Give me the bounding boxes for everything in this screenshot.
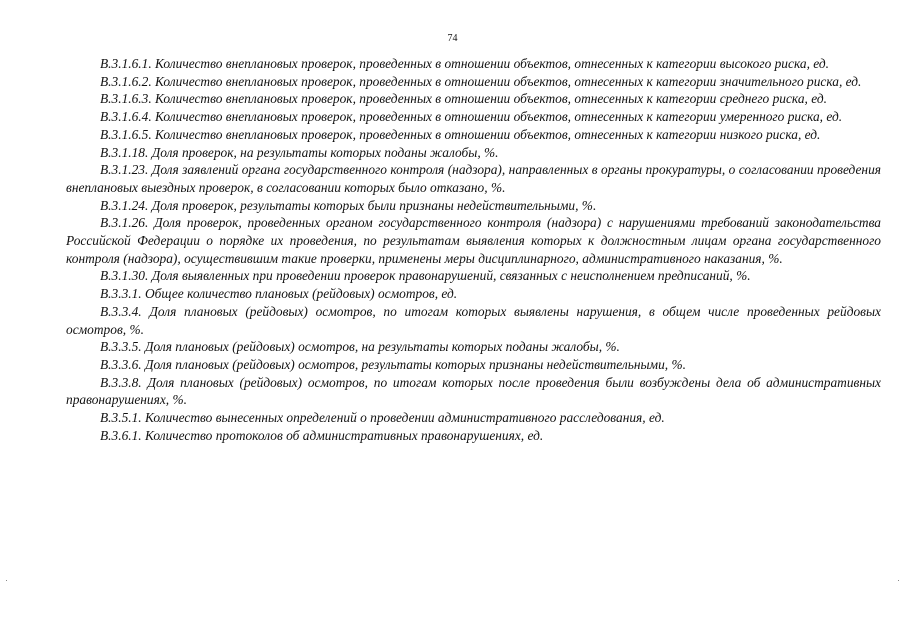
indicator-paragraph: В.3.1.24. Доля проверок, результаты которых были признаны недействительными, %.	[100, 197, 597, 213]
indicator-paragraph: В.3.1.6.3. Количество внеплановых проверок, проведенных в отношении объектов, отнесенных к категории среднего риска, ед.	[100, 91, 827, 107]
indicator-paragraph: В.3.3.5. Доля плановых (рейдовых) осмотров, на результаты которых поданы жалобы, %.	[100, 339, 620, 355]
indicator-paragraph: В.3.1.18. Доля проверок, на результаты которых поданы жалобы, %.	[100, 144, 499, 160]
page-number: 74	[447, 33, 458, 44]
indicator-paragraph: В.3.5.1. Количество вынесенных определений о проведении административного расследования, ед.	[100, 410, 665, 426]
indicator-paragraph: В.3.1.30. Доля выявленных при проведении проверок правонарушений, связанных с неисполнением предписаний, %.	[100, 268, 751, 284]
document-body	[66, 55, 881, 444]
indicator-paragraph: В.3.1.6.5. Количество внеплановых проверок, проведенных в отношении объектов, отнесенных к категории низкого риска, ед.	[100, 126, 821, 142]
indicator-paragraph: В.3.3.4. Доля плановых (рейдовых) осмотров, по итогам которых выявлены нарушения, в общем числе проведенных рейдовых осмотров, %.	[66, 303, 881, 337]
indicator-paragraph: В.3.1.23. Доля заявлений органа государственного контроля (надзора), направленных в органы прокуратуры, о согласовании проведения внеплановых выездных проверок, в согласовании которых было отказано, %.	[66, 162, 881, 195]
indicator-paragraph: В.3.1.26. Доля проверок, проведенных органом государственного контроля (надзора) с нарушениями требований законодательства Российской Федерации о порядке их проведения, по результатам выявления которых к должностным лицам органа государственного контроля (надзора), осуществившим такие проверки, применены меры дисциплинарного, административного наказания, %.	[66, 215, 881, 266]
indicator-paragraph: В.3.1.6.1. Количество внеплановых проверок, проведенных в отношении объектов, отнесенных к категории высокого риска, ед.	[100, 56, 829, 71]
scan-artifact-dot	[6, 580, 7, 581]
indicator-paragraph: В.3.3.6. Доля плановых (рейдовых) осмотров, результаты которых признаны недействительными, %.	[100, 356, 686, 372]
scan-artifact-dot	[898, 580, 899, 581]
indicator-paragraph: В.3.3.1. Общее количество плановых (рейдовых) осмотров, ед.	[100, 286, 458, 302]
indicator-paragraph: В.3.1.6.4. Количество внеплановых проверок, проведенных в отношении объектов, отнесенных к категории умеренного риска, ед.	[100, 109, 843, 125]
indicator-paragraph: В.3.1.6.2. Количество внеплановых проверок, проведенных в отношении объектов, отнесенных к категории значительного риска, ед.	[100, 73, 862, 89]
indicator-paragraph: В.3.3.8. Доля плановых (рейдовых) осмотров, по итогам которых после проведения были возбуждены дела об административных правонарушениях, %.	[66, 374, 881, 408]
indicator-paragraph: В.3.6.1. Количество протоколов об административных правонарушениях, ед.	[100, 427, 544, 443]
